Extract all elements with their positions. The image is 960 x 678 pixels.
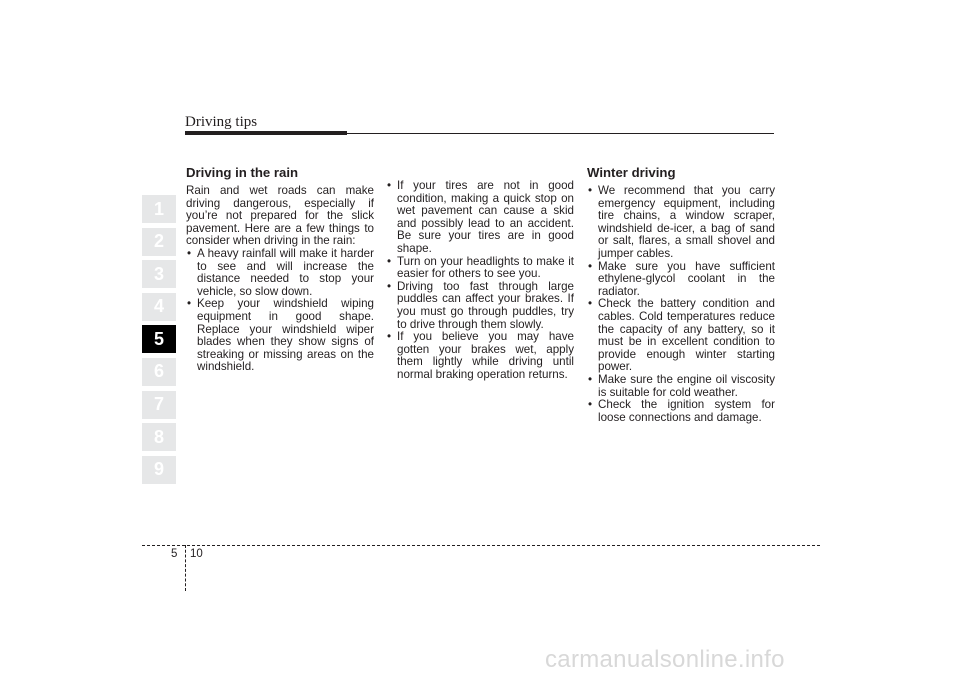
- chapter-tab-4[interactable]: 4: [142, 293, 176, 321]
- winter-bullets: [587, 185, 775, 424]
- rain-bullets-a: [186, 248, 374, 374]
- list-item: • Turn on your headlights to make it easier for others to see you.: [386, 256, 574, 281]
- chapter-tab-7[interactable]: 7: [142, 391, 176, 419]
- column-rain-continued: [386, 180, 574, 382]
- chapter-tab-8[interactable]: 8: [142, 423, 176, 451]
- chapter-tab-9[interactable]: 9: [142, 456, 176, 484]
- list-item: • Check the battery condition and cables. Cold temperatures reduce the capacity of any battery, so it must be in excellent condition to provide enough winter starting power.: [587, 298, 775, 374]
- list-item: • A heavy rainfall will make it harder to see and will increase the distance needed to stop your vehicle, so slow down.: [186, 248, 374, 298]
- rain-bullets-b: [386, 180, 574, 382]
- chapter-tabs: [142, 195, 176, 488]
- list-item: • If your tires are not in good condition, making a quick stop on wet pavement can cause a skid and possibly lead to an accident. Be sure your tires are in good shape.: [386, 180, 574, 256]
- page-header-title: Driving tips: [185, 114, 258, 130]
- header-rule-thick: [185, 131, 347, 135]
- rain-heading: Driving in the rain: [186, 165, 299, 180]
- footer-divider: [185, 545, 186, 591]
- header-rule-thin: [347, 133, 774, 134]
- chapter-tab-1[interactable]: 1: [142, 195, 176, 223]
- rain-intro: Rain and wet roads can make driving dangerous, especially if you’re not prepared for the slick pavement. Here are a few things to consider when driving in the rain:: [186, 184, 374, 248]
- footer-page-number: 10: [190, 548, 203, 560]
- chapter-tab-2[interactable]: 2: [142, 228, 176, 256]
- list-item: • We recommend that you carry emergency equipment, including tire chains, a window scraper, windshield de-icer, a bag of sand or salt, flares, a small shovel and jumper cables.: [587, 185, 775, 261]
- winter-heading: Winter driving: [587, 165, 676, 180]
- chapter-tab-6[interactable]: 6: [142, 358, 176, 386]
- list-item: • If you believe you may have gotten your brakes wet, apply them lightly while driving until normal braking operation returns.: [386, 331, 574, 381]
- chapter-tab-5-active[interactable]: 5: [142, 325, 176, 353]
- column-rain: [186, 166, 374, 374]
- list-item: • Make sure the engine oil viscosity is suitable for cold weather.: [587, 374, 775, 399]
- chapter-tab-3[interactable]: 3: [142, 260, 176, 288]
- list-item: • Keep your windshield wiping equipment in good shape. Replace your windshield wiper blades when they show signs of streaking or missing areas on the windshield.: [186, 298, 374, 374]
- footer-rule: [142, 545, 820, 546]
- list-item: • Make sure you have sufficient ethylene-glycol coolant in the radiator.: [587, 261, 775, 299]
- footer-chapter-number: 5: [171, 548, 178, 560]
- watermark: carmanualsonline.info: [545, 646, 785, 673]
- list-item: • Driving too fast through large puddles can affect your brakes. If you must go through puddles, try to drive through them slowly.: [386, 281, 574, 331]
- column-winter: [587, 166, 775, 424]
- list-item: • Check the ignition system for loose connections and damage.: [587, 399, 775, 424]
